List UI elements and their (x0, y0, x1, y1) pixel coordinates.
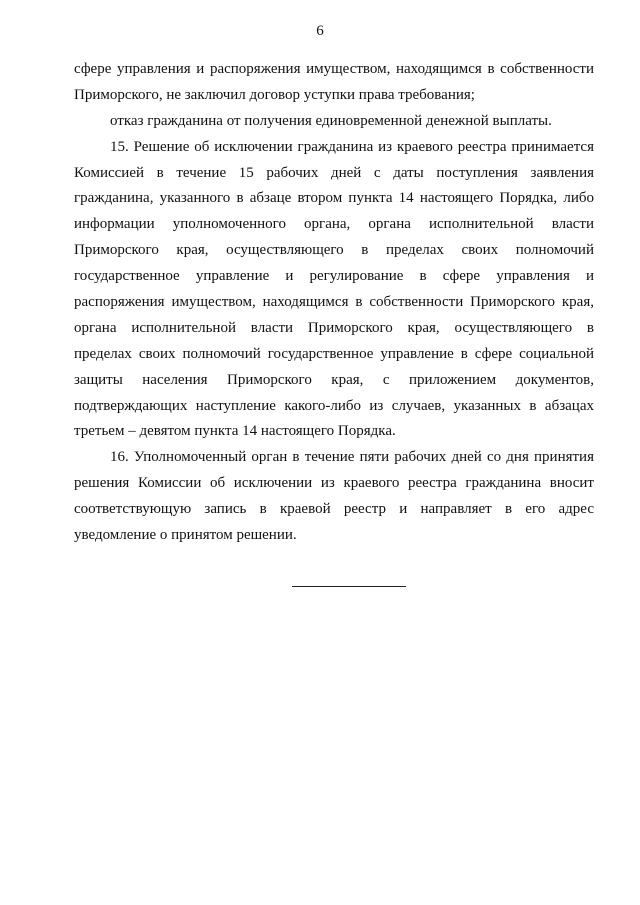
text-line: защиты населения Приморского края, с приложением документов, (74, 371, 594, 388)
paragraph-16-start: 16. Уполномоченный орган в течение пяти рабочих дней со дня принятия (110, 449, 594, 466)
text-line: уведомление о принятом решении. (74, 527, 297, 544)
text-line: соответствующую запись в краевой реестр и направляет в его адрес (74, 501, 594, 518)
paragraph-15-start: 15. Решение об исключении гражданина из краевого реестра принимается (110, 138, 594, 155)
end-divider (292, 586, 406, 587)
text-line: подтверждающих наступление какого-либо из случаев, указанных в абзацах (74, 397, 594, 414)
text-line: государственное управление и регулирование в сфере управления и (74, 268, 594, 285)
text-line: распоряжения имуществом, находящимся в собственности Приморского края, (74, 294, 594, 311)
text-line: органа исполнительной власти Приморского края, осуществляющего в (74, 319, 594, 336)
text-line: сфере управления и распоряжения имуществом, находящимся в собственности (74, 61, 594, 77)
text-line: Комиссией в течение 15 рабочих дней с даты поступления заявления (74, 164, 594, 181)
text-line: третьем – девятом пункта 14 настоящего Порядка. (74, 423, 396, 440)
text-line: информации уполномоченного органа, органа исполнительной власти (74, 216, 594, 233)
text-line: пределах своих полномочий государственное управление в сфере социальной (74, 345, 594, 362)
text-line: решения Комиссии об исключении из краевого реестра гражданина вносит (74, 475, 594, 492)
document-body (74, 57, 594, 549)
page-number: 6 (316, 23, 324, 39)
text-line: Приморского, не заключил договор уступки права требования; (74, 86, 475, 103)
text-line: отказ гражданина от получения единовременной денежной выплаты. (110, 112, 552, 129)
text-line: гражданина, указанного в абзаце втором пункта 14 настоящего Порядка, либо (74, 190, 594, 207)
text-line: Приморского края, осуществляющего в пределах своих полномочий (74, 242, 594, 259)
